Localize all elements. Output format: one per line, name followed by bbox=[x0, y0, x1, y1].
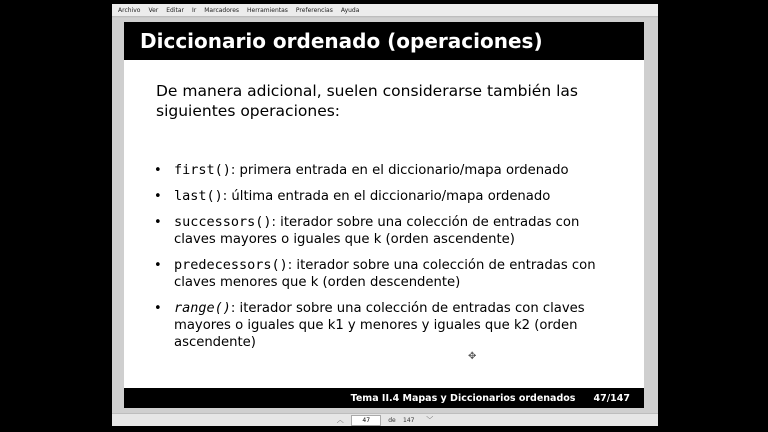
method-name: range() bbox=[174, 300, 231, 316]
method-name: first() bbox=[174, 162, 231, 178]
method-description: : primera entrada en el diccionario/mapa ordenado bbox=[230, 163, 569, 178]
slide-intro-text: De manera adicional, suelen considerarse también las siguientes operaciones: bbox=[156, 82, 578, 120]
bullet-icon: • bbox=[154, 163, 162, 178]
pdf-viewer-window bbox=[112, 4, 658, 426]
list-item bbox=[154, 162, 614, 179]
bullet-icon: • bbox=[154, 189, 162, 204]
slide-footer bbox=[124, 388, 644, 408]
method-description: : última entrada en el diccionario/mapa ordenado bbox=[222, 189, 551, 204]
list-item bbox=[154, 300, 614, 351]
operations-list bbox=[154, 162, 614, 360]
slide-header bbox=[124, 22, 644, 60]
total-pages: 147 bbox=[403, 416, 415, 424]
menu-herramientas[interactable]: Herramientas bbox=[247, 6, 288, 14]
menu-ver[interactable]: Ver bbox=[148, 6, 159, 14]
menu-editar[interactable]: Editar bbox=[166, 6, 184, 14]
bullet-icon: • bbox=[154, 215, 162, 230]
slide-title: Diccionario ordenado (operaciones) bbox=[140, 29, 543, 53]
method-name: last() bbox=[174, 188, 223, 204]
slide-page bbox=[124, 22, 644, 408]
method-name: predecessors() bbox=[174, 257, 288, 273]
bullet-icon: • bbox=[154, 301, 162, 316]
list-item bbox=[154, 257, 614, 291]
of-label: de bbox=[388, 416, 396, 424]
footer-page-number: 47/147 bbox=[593, 392, 630, 404]
list-item bbox=[154, 214, 614, 248]
footer-topic: Tema II.4 Mapas y Diccionarios ordenados bbox=[350, 392, 576, 404]
document-viewport[interactable] bbox=[112, 18, 658, 413]
page-number-input[interactable] bbox=[351, 415, 381, 426]
chevron-up-icon[interactable]: ︿ bbox=[336, 415, 344, 424]
method-name: successors() bbox=[174, 214, 272, 230]
menubar bbox=[112, 4, 658, 17]
list-item bbox=[154, 188, 614, 205]
menu-preferencias[interactable]: Preferencias bbox=[295, 6, 333, 14]
menu-ir[interactable]: Ir bbox=[192, 6, 197, 14]
page-navigation-bar bbox=[112, 413, 658, 426]
menu-ayuda[interactable]: Ayuda bbox=[340, 6, 360, 14]
method-description: : iterador sobre una colección de entradas con claves mayores o iguales que k1 y menores y iguales que k2 (orden ascendente) bbox=[174, 301, 585, 350]
method-description: : iterador sobre una colección de entradas con claves menores que k (orden descendente) bbox=[174, 258, 596, 290]
menu-archivo[interactable]: Archivo bbox=[118, 6, 141, 14]
chevron-down-icon[interactable]: ﹀ bbox=[426, 415, 434, 424]
bullet-icon: • bbox=[154, 258, 162, 273]
menu-marcadores[interactable]: Marcadores bbox=[204, 6, 240, 14]
method-description: : iterador sobre una colección de entradas con claves mayores o iguales que k (orden ascendente) bbox=[174, 215, 580, 247]
move-cursor-icon: ✥ bbox=[468, 351, 477, 362]
